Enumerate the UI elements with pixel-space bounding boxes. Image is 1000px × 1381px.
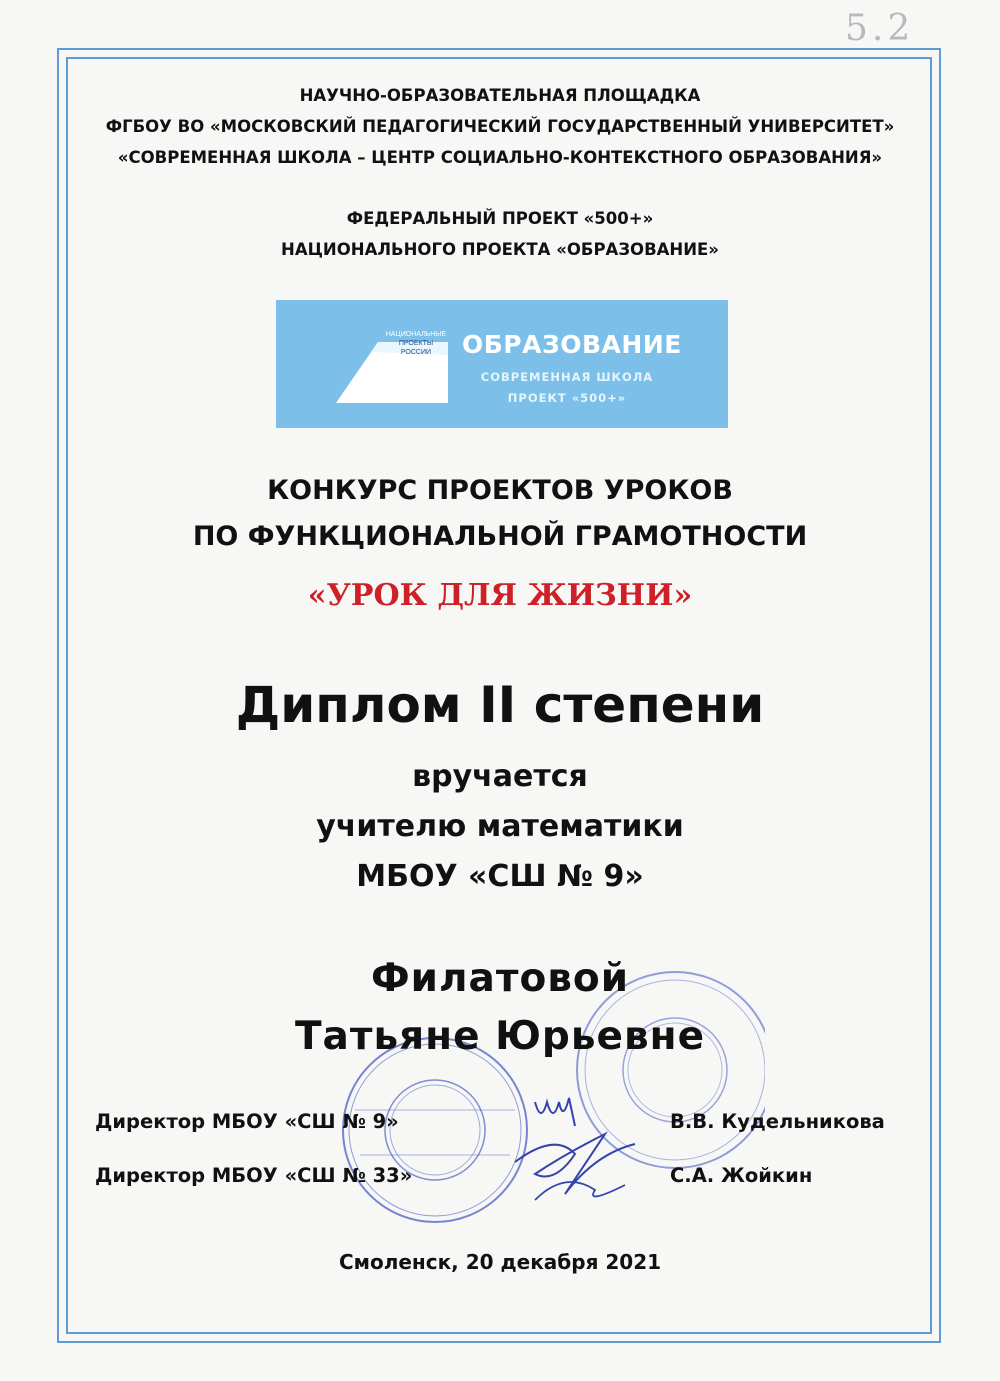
header-block: [0, 80, 1000, 173]
header-line-1: НАУЧНО-ОБРАЗОВАТЕЛЬНАЯ ПЛОЩАДКА: [299, 86, 701, 105]
project-line-2: НАЦИОНАЛЬНОГО ПРОЕКТА «ОБРАЗОВАНИЕ»: [281, 240, 719, 259]
logo-small-text-1: НАЦИОНАЛЬНЫЕ: [385, 331, 447, 338]
school-name: МБОУ «СШ № 9»: [356, 859, 644, 894]
diploma-title: Диплом II степени: [235, 676, 765, 734]
recipient-surname: Филатовой: [370, 956, 630, 1001]
project-line-1: ФЕДЕРАЛЬНЫЙ ПРОЕКТ «500+»: [346, 209, 654, 228]
signature-name-2: С.А. Жойкин: [670, 1164, 813, 1187]
awarded-text: вручается: [412, 759, 588, 794]
national-project-logo: [276, 300, 728, 428]
header-line-3: «СОВРЕМЕННАЯ ШКОЛА – ЦЕНТР СОЦИАЛЬНО-КОНТЕКСТНОГО ОБРАЗОВАНИЯ»: [117, 148, 883, 167]
recipient-name: [0, 950, 1000, 1066]
contest-name: «УРОК ДЛЯ ЖИЗНИ»: [307, 578, 693, 613]
recipient-role: учителю математики: [316, 809, 684, 844]
logo-title: ОБРАЗОВАНИЕ: [462, 330, 682, 359]
handwritten-page-note: 5.2: [845, 8, 915, 49]
logo-emblem-icon: [276, 300, 728, 428]
signature-marks-icon: [505, 1090, 645, 1220]
award-block: [0, 752, 1000, 902]
logo-small-text-2: ПРОЕКТЫ: [398, 340, 434, 347]
signature-name-1: В.В. Кудельникова: [670, 1110, 885, 1133]
contest-line-1: КОНКУРС ПРОЕКТОВ УРОКОВ: [267, 475, 733, 506]
place-and-date: Смоленск, 20 декабря 2021: [338, 1250, 662, 1274]
signature-title-1: Директор МБОУ «СШ № 9»: [95, 1110, 399, 1133]
contest-line-2: ПО ФУНКЦИОНАЛЬНОЙ ГРАМОТНОСТИ: [192, 521, 808, 552]
logo-subtitle-1: СОВРЕМЕННАЯ ШКОЛА: [480, 370, 654, 384]
contest-title: [0, 468, 1000, 560]
project-block: [0, 203, 1000, 265]
logo-subtitle-2: ПРОЕКТ «500+»: [507, 391, 627, 405]
header-line-2: ФГБОУ ВО «МОСКОВСКИЙ ПЕДАГОГИЧЕСКИЙ ГОСУДАРСТВЕННЫЙ УНИВЕРСИТЕТ»: [105, 117, 895, 136]
recipient-given-names: Татьяне Юрьевне: [294, 1014, 706, 1059]
signature-title-2: Директор МБОУ «СШ № 33»: [95, 1164, 413, 1187]
logo-small-text-3: РОССИИ: [400, 349, 432, 356]
